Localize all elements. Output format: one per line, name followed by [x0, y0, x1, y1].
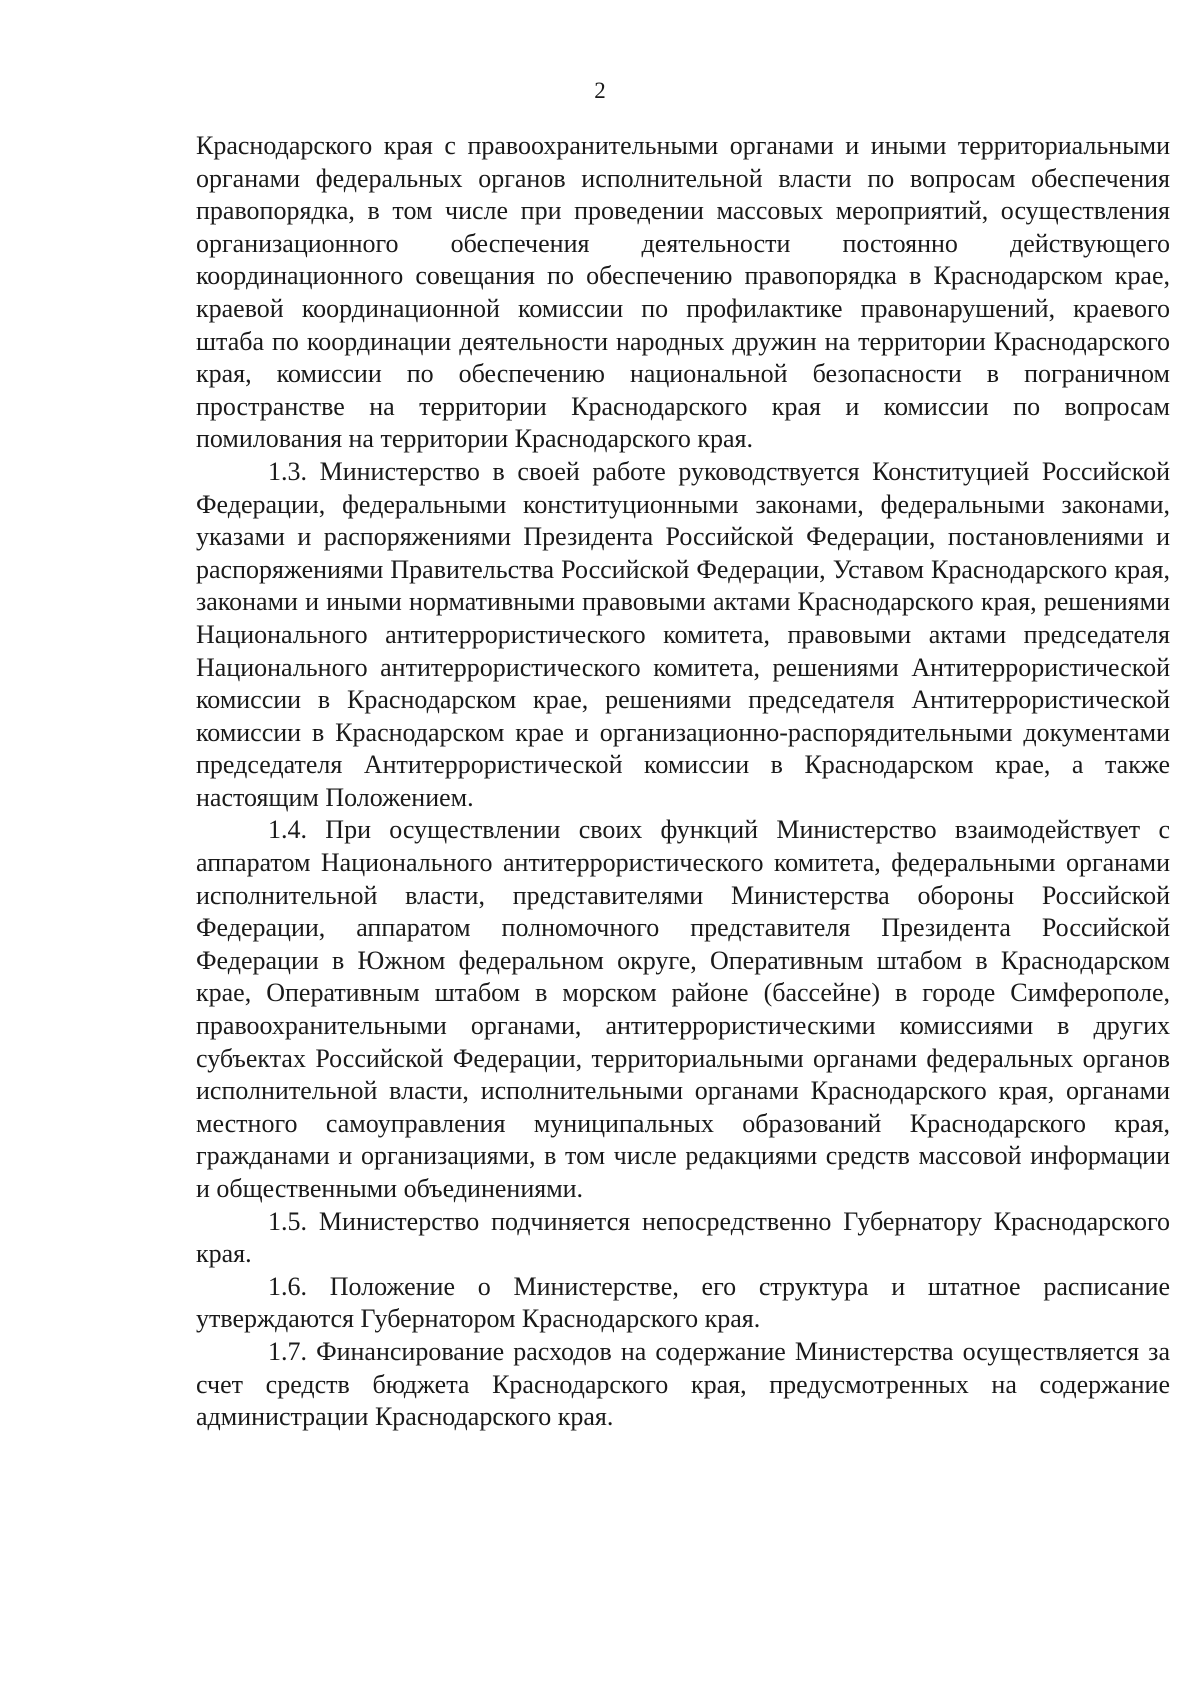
paragraph-1-4: 1.4. При осуществлении своих функций Министерство взаимодействует с аппаратом Национального антитеррористического комитета, федеральными органами исполнительной власти, представителями Министерства обороны Российской Федерации, аппаратом полномочного представителя Президента Российской Федерации в Южном федеральном округе, Оперативным штабом в Краснодарском крае, Оперативным штабом в морском районе (бассейне) в городе Симферополе, правоохранительными органами, антитеррористическими комиссиями в других субъектах Российской Федерации, территориальными органами федеральных органов исполнительной власти, исполнительными органами Краснодарского края, органами местного самоуправления муниципальных образований Краснодарского края, гражданами и организациями, в том числе редакциями средств массовой информации и общественными объединениями.: [196, 815, 1170, 1203]
document-body: [196, 130, 1170, 1434]
paragraph-1-6: 1.6. Положение о Министерстве, его структура и штатное расписание утверждаются Губернатором Краснодарского края.: [196, 1271, 1170, 1334]
paragraph-continuation: Краснодарского края с правоохранительными органами и иными территориальными органами федеральных органов исполнительной власти по вопросам обеспечения правопорядка, в том числе при проведении массовых мероприятий, осуществления организационного обеспечения деятельности постоянно действующего координационного совещания по обеспечению правопорядка в Краснодарском крае, краевой координационной комиссии по профилактике правонарушений, краевого штаба по координации деятельности народных дружин на территории Краснодарского края, комиссии по обеспечению национальной безопасности в пограничном пространстве на территории Краснодарского края и комиссии по вопросам помилования на территории Краснодарского края.: [196, 131, 1170, 454]
paragraph-1-7: 1.7. Финансирование расходов на содержание Министерства осуществляется за счет средств бюджета Краснодарского края, предусмотренных на содержание администрации Краснодарского края.: [196, 1336, 1170, 1432]
paragraph-1-5: 1.5. Министерство подчиняется непосредственно Губернатору Краснодарского края.: [196, 1206, 1170, 1269]
paragraph-1-3: 1.3. Министерство в своей работе руководствуется Конституцией Российской Федерации, федеральными конституционными законами, федеральными законами, указами и распоряжениями Президента Российской Федерации, постановлениями и распоряжениями Правительства Российской Федерации, Уставом Краснодарского края, законами и иными нормативными правовыми актами Краснодарского края, решениями Национального антитеррористического комитета, правовыми актами председателя Национального антитеррористического комитета, решениями Антитеррористической комиссии в Краснодарском крае, решениями председателя Антитеррористической комиссии в Краснодарском крае и организационно-распорядительными документами председателя Антитеррористической комиссии в Краснодарском крае, а также настоящим Положением.: [196, 456, 1170, 812]
page-number: 2: [594, 78, 606, 103]
